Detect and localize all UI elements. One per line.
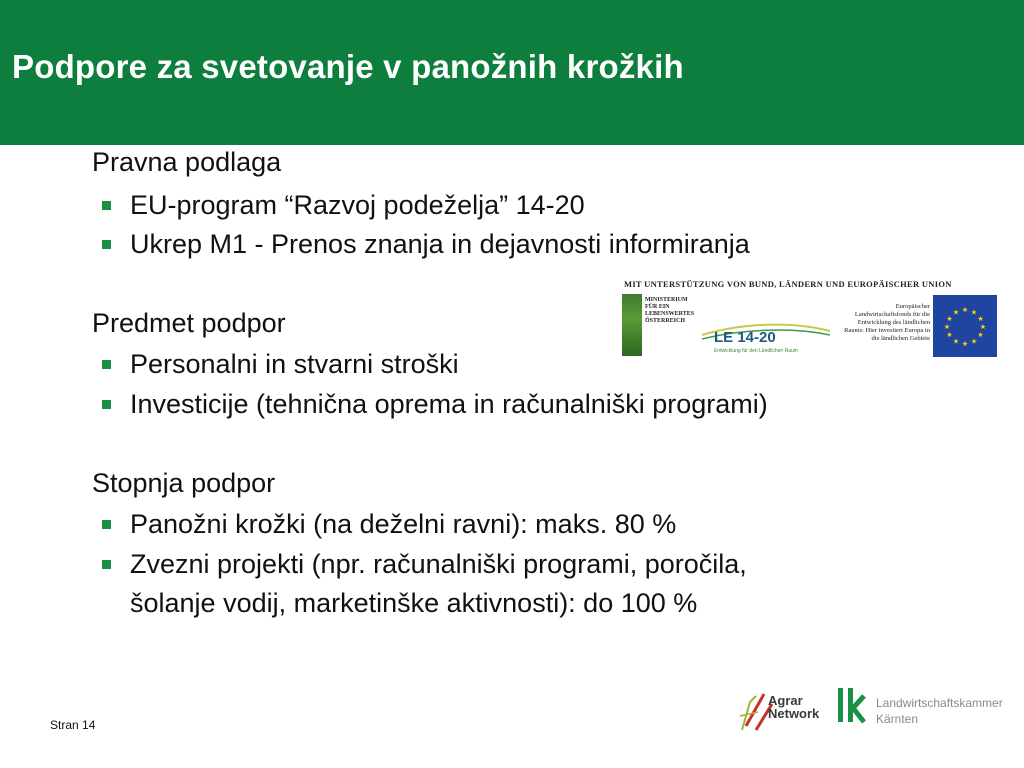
bullet-text: Ukrep M1 - Prenos znanja in dejavnosti informiranja [130, 229, 750, 259]
square-bullet-icon [102, 520, 111, 529]
svg-text:★: ★ [952, 337, 960, 346]
eu-flag-icon [933, 295, 997, 357]
bullet-text: Investicije (tehnična oprema in računalniški programi) [130, 389, 768, 419]
eu-fund-text: Europäischer Landwirtschaftsfonds für die Entwicklung des ländlichen Raums: Hier investiert Europa in die ländlichen Gebiete [844, 303, 930, 342]
page-number: Stran 14 [50, 718, 96, 732]
lk-label-line1: Landwirtschaftskammer [876, 696, 1003, 710]
bullet-item [102, 505, 676, 544]
svg-text:★: ★ [977, 331, 984, 339]
slide-title: Podpore za svetovanje v panožnih krožkih [12, 48, 684, 85]
ministry-logo-text: MINISTERIUM FÜR EIN LEBENSWERTES ÖSTERREICH [645, 297, 695, 324]
bullet-text: EU-program “Razvoj podeželja” 14-20 [130, 190, 585, 220]
funding-logos [620, 279, 1000, 361]
bullet-text: Personalni in stvarni stroški [130, 349, 459, 379]
le-program-subtitle: Entwicklung für den Ländlichen Raum [714, 348, 798, 354]
bullet-item [102, 545, 747, 584]
section-heading-legal-basis: Pravna podlaga [92, 147, 282, 177]
svg-text:★: ★ [946, 331, 953, 339]
bullet-item [102, 345, 459, 384]
title-bar [0, 0, 1024, 145]
lk-label [876, 695, 1003, 727]
funding-caption: MIT UNTERSTÜTZUNG VON BUND, LÄNDERN UND EUROPÄISCHER UNION [624, 279, 952, 289]
square-bullet-icon [102, 360, 111, 369]
svg-text:★: ★ [970, 308, 978, 317]
bullet-text: šolanje vodij, marketinške aktivnosti): do 100 % [130, 588, 698, 618]
square-bullet-icon [102, 560, 111, 569]
section-heading-subject: Predmet podpor [92, 308, 286, 338]
svg-text:★: ★ [970, 337, 978, 346]
bullet-item [102, 186, 585, 225]
square-bullet-icon [102, 201, 111, 210]
svg-text:★: ★ [943, 323, 951, 331]
svg-text:★: ★ [961, 306, 969, 314]
bullet-text: Panožni krožki (na deželni ravni): maks. 80 % [130, 509, 677, 539]
lk-logo [836, 686, 866, 726]
square-bullet-icon [102, 400, 111, 409]
le-program-label: LE 14-20 [714, 329, 776, 346]
bullet-continuation [102, 584, 697, 623]
svg-text:★: ★ [946, 315, 953, 323]
square-bullet-icon [102, 240, 111, 249]
bullet-text: Zvezni projekti (npr. računalniški programi, poročila, [130, 549, 747, 579]
bullet-item [102, 225, 750, 264]
agrar-network-label: Agrar Network [768, 693, 820, 721]
svg-text:★: ★ [977, 315, 984, 323]
bullet-item [102, 385, 768, 424]
svg-text:★: ★ [979, 323, 987, 331]
svg-text:★: ★ [952, 308, 960, 317]
ministry-logo-image [622, 294, 642, 356]
section-heading-rate: Stopnja podpor [92, 468, 276, 498]
lk-label-line2: Kärnten [876, 712, 919, 726]
svg-text:★: ★ [961, 340, 969, 348]
